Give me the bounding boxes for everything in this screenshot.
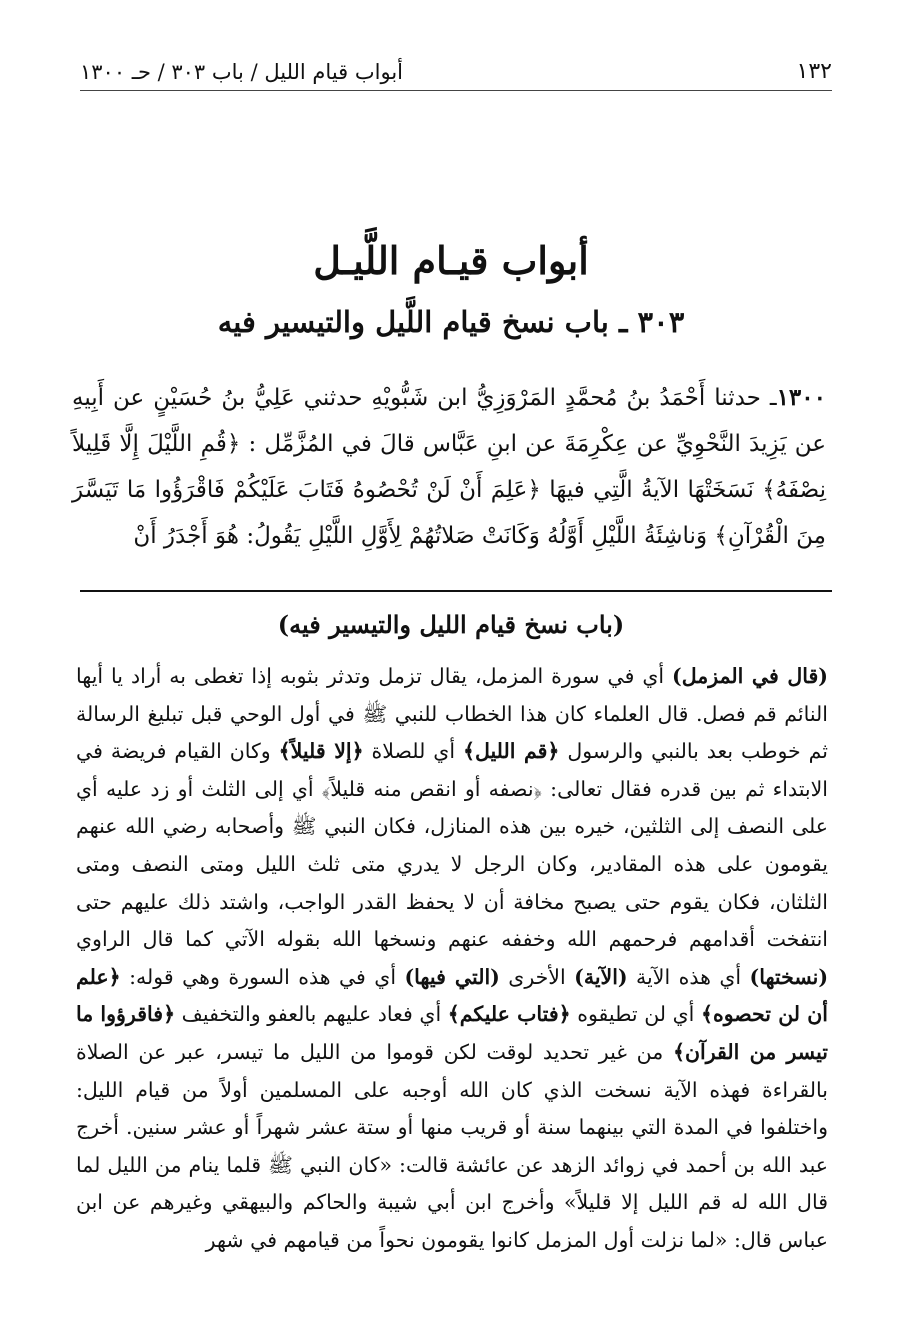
commentary-bold: ﴿فتاب عليكم﴾: [447, 1002, 571, 1027]
commentary-bold: (التي فيها): [404, 964, 500, 989]
hadith-body: ـ حدثنا أَحْمَدُ بنُ مُحمَّدٍ المَرْوَزِيُّ ابن شَبُّويْهِ حدثني عَلِيُّ بنُ حُسَيْنٍ عن أَبِيهِ عن يَزِيدَ النَّحْوِيِّ عن عِكْرِمَةَ عن ابنِ عَبَّاس قالَ في المُزَّمِّل : ﴿قُمِ اللَّيْلَ إِلَّا قَلِيلاً نِصْفَهُ﴾ نَسَخَتْهَا الآيةُ الَّتِي فيهَا ﴿عَلِمَ أَنْ لَنْ تُحْصُوهُ فَتَابَ عَلَيْكُمْ فَاقْرَؤُوا مَا تَيَسَّرَ مِنَ الْقُرْآنِ﴾ وَناشِئَةُ اللَّيْلِ أَوَّلُهُ وَكَانَتْ صَلاتُهُمْ لِأَوَّلِ اللَّيْلِ يَقُولُ: هُوَ أَجْدَرُ أَنْ: [72, 385, 826, 549]
hadith-text: [72, 375, 826, 559]
running-title: أبواب قيام الليل / باب ٣٠٣ / حـ ١٣٠٠: [80, 60, 404, 84]
commentary-bold: (قال في المزمل): [672, 664, 828, 688]
footnote-divider: [80, 590, 832, 592]
commentary-bold: ﴿قم الليل﴾: [462, 739, 560, 764]
commentary-bold: (نسختها): [749, 964, 829, 989]
commentary-bold: ﴿فاقرؤوا ما تيسر من القرآن﴾: [76, 1002, 828, 1064]
commentary-run: وكان القيام فريضة في الابتداء ثم بين قدره فقال تعالى: ﴿نصفه أو انقص منه قليلاً﴾ أي إلى الثلث أو زد عليه أي على النصف إلى الثلثين، خيره بين هذه المنازل، فكان النبي ﷺ وأصحابه رضي الله عنهم يقومون على هذه المقادير، وكان الرجل لا يدري متى ثلث الليل ومتى النصف ومتى الثلثان، فكان يقوم حتى يصبح مخافة أن لا يحفظ القدر الواجب، واشتد ذلك عليهم حتى انتفخت أقدامهم فرحمهم الله وخففه عنهم ونسخها الله بقوله الآتي كما قال الراوي: [76, 739, 828, 952]
commentary-run: أي للصلاة: [363, 739, 463, 764]
commentary-bold: ﴿علم أن لن تحصوه﴾: [76, 964, 828, 1027]
commentary-run: أي فعاد عليهم بالعفو والتخفيف: [175, 1002, 448, 1027]
chapter-title: أبواب قيـام اللَّيـل: [313, 238, 589, 283]
commentary-text: [76, 658, 828, 1260]
commentary-run: من غير تحديد لوقت لكن قوموا من الليل ما تيسر، عبر عن الصلاة بالقراءة فهذه الآية نسخت الذي كان الله أوجبه على المسلمين أولاً من قيام الليل: واختلفوا في المدة التي بينهما سنة أو قريب منها أو ستة عشر شهراً أو عشر سنين. أخرج عبد الله بن أحمد في زوائد الزهد عن عائشة قالت: «كان النبي ﷺ قلما ينام من الليل لما قال الله له قم الليل إلا قليلاً» وأخرج ابن أبي شيبة والحاكم والبيهقي وغيرهم عن ابن عباس قال: «لما نزلت أول المزمل كانوا يقومون نحواً من قيامهم في شهر: [76, 1039, 828, 1252]
commentary-run: الأخرى: [499, 964, 575, 989]
commentary-title: (باب نسخ قيام الليل والتيسير فيه): [277, 610, 625, 639]
commentary-run: أي في سورة المزمل، يقال تزمل وتدثر بثوبه إذا تغطى به أراد يا أيها النائم قم فصل. قال العلماء كان هذا الخطاب للنبي ﷺ في أول الوحي قبل تبليغ الرسالة ثم خوطب بعد بالنبي والرسول: [76, 664, 828, 764]
commentary-bold: (الآية): [574, 964, 628, 989]
commentary-run: أي هذه الآية: [627, 964, 750, 989]
page-number: ١٣٢: [796, 59, 832, 84]
commentary-run: أي في هذه السورة وهي قوله:: [120, 964, 405, 989]
running-header: [80, 44, 832, 91]
hadith-number: ١٣٠٠: [776, 384, 826, 411]
commentary-run: أي لن تطيقوه: [570, 1002, 701, 1027]
commentary-bold: ﴿إلا قليلاً﴾: [278, 739, 364, 764]
section-title: ٣٠٣ ـ باب نسخ قيام اللَّيل والتيسير فيه: [217, 305, 685, 339]
